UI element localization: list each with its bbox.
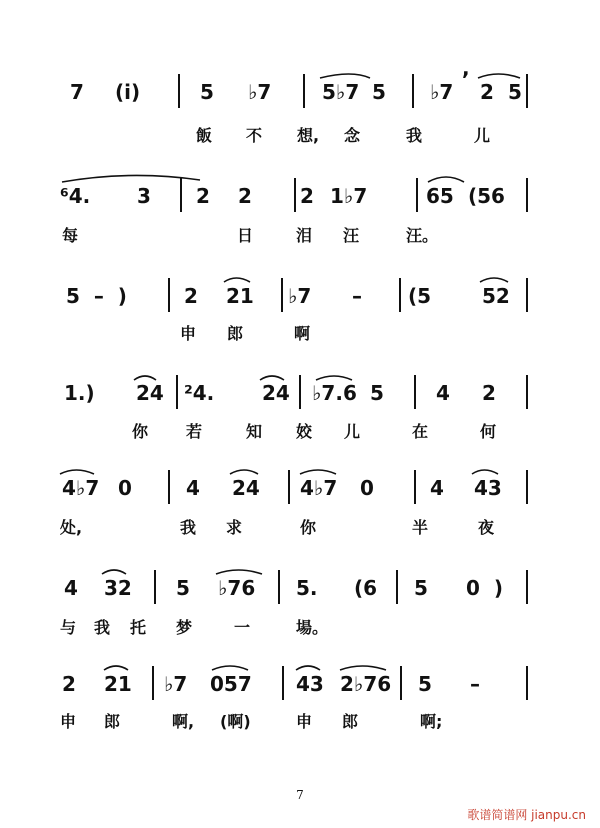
lyric-3-4: 儿 xyxy=(344,422,361,441)
lyric-6-1: 郎 xyxy=(104,712,121,731)
lyric-5-5: 場。 xyxy=(296,618,329,637)
slur-4 xyxy=(224,278,250,282)
note-4-6: 4 xyxy=(430,476,444,500)
lyric-1-0: 每 xyxy=(62,226,79,245)
slur-16 xyxy=(212,666,248,670)
lyric-4-1: 我 xyxy=(180,518,197,537)
slur-12 xyxy=(472,470,498,474)
note-5-1: 32 xyxy=(104,576,132,600)
lyric-4-5: 夜 xyxy=(478,518,495,537)
lyric-5-1: 我 xyxy=(94,618,111,637)
slur-2 xyxy=(62,175,200,182)
note-5-7: 0 ) xyxy=(466,576,503,600)
lyric-3-2: 知 xyxy=(246,422,263,441)
lyric-3-6: 何 xyxy=(480,422,497,441)
lyric-6-6: 啊; xyxy=(420,712,443,731)
note-4-1: 0 xyxy=(118,476,132,500)
note-6-6: 5 xyxy=(418,672,432,696)
note-1-1: 3 xyxy=(137,184,151,208)
note-4-0: 4♭7 xyxy=(62,476,100,500)
lyric-5-2: 托 xyxy=(130,618,147,637)
lyric-0-0: 飯 xyxy=(196,126,213,145)
watermark: 歌谱简谱网 jianpu.cn xyxy=(467,808,586,822)
note-6-0: 2 xyxy=(62,672,76,696)
note-5-6: 5 xyxy=(414,576,428,600)
note-5-0: 4 xyxy=(64,576,78,600)
note-0-2: 5 xyxy=(200,80,214,104)
lyric-5-4: 一 xyxy=(234,618,251,637)
lyric-0-1: 不 xyxy=(246,126,263,145)
note-0-3: ♭7 xyxy=(248,80,272,104)
lyric-6-3: (啊) xyxy=(220,712,251,731)
page-number: 7 xyxy=(296,788,304,802)
lyric-6-0: 申 xyxy=(60,712,77,731)
note-2-0: 5 – ) xyxy=(66,284,127,308)
lyric-6-2: 啊, xyxy=(172,712,195,731)
note-4-4: 4♭7 xyxy=(300,476,338,500)
note-0-1: (i) xyxy=(115,80,141,104)
lyric-5-3: 梦 xyxy=(176,618,193,637)
note-1-6: 65 xyxy=(426,184,454,208)
note-1-2: 2 xyxy=(196,184,210,208)
note-6-2: ♭7 xyxy=(164,672,188,696)
slur-13 xyxy=(102,570,126,574)
slur-10 xyxy=(230,470,258,474)
note-2-4: – xyxy=(352,284,362,308)
note-2-5: (5 xyxy=(408,284,432,308)
lyric-0-2: 想, xyxy=(297,126,320,145)
note-5-5: (6 xyxy=(354,576,378,600)
note-1-7: (56 xyxy=(468,184,505,208)
slur-18 xyxy=(340,666,386,670)
lyric-1-2: 泪 xyxy=(296,226,313,245)
lyric-1-4: 汪。 xyxy=(406,226,439,245)
note-0-9: 5 xyxy=(508,80,522,104)
lyric-2-0: 申 xyxy=(180,324,197,343)
note-4-3: 24 xyxy=(232,476,260,500)
note-0-4: 5♭7 xyxy=(322,80,360,104)
note-0-8: 2 xyxy=(480,80,494,104)
slur-17 xyxy=(296,666,320,670)
slur-8 xyxy=(316,376,352,380)
lyric-2-1: 郎 xyxy=(227,324,244,343)
note-3-6: 4 xyxy=(436,381,450,405)
note-5-4: 5. xyxy=(296,576,318,600)
lyric-2-2: 啊 xyxy=(294,324,311,343)
lyric-1-3: 汪 xyxy=(343,226,360,245)
slur-1 xyxy=(478,74,520,78)
note-3-7: 2 xyxy=(482,381,496,405)
lyric-6-5: 郎 xyxy=(342,712,359,731)
lyric-0-3: 念 xyxy=(344,126,361,145)
note-0-5: 5 xyxy=(372,80,386,104)
lyric-1-1: 日 xyxy=(237,226,254,245)
lyric-3-3: 姣 xyxy=(296,422,313,441)
slur-6 xyxy=(134,376,156,380)
lyric-4-2: 求 xyxy=(226,518,243,537)
note-3-1: 24 xyxy=(136,381,164,405)
note-2-3: ♭7 xyxy=(288,284,312,308)
lyric-3-5: 在 xyxy=(412,422,429,441)
lyric-0-5: 儿 xyxy=(474,126,491,145)
note-6-4: 43 xyxy=(296,672,324,696)
slur-11 xyxy=(300,470,336,474)
note-3-4: ♭7.6 xyxy=(312,381,357,405)
lyric-4-3: 你 xyxy=(300,518,317,537)
lyric-4-0: 处, xyxy=(60,518,83,537)
note-0-0: 7 xyxy=(70,80,84,104)
slur-3 xyxy=(428,177,464,182)
note-0-7: , xyxy=(462,56,470,80)
note-5-3: ♭76 xyxy=(218,576,256,600)
note-6-3: 057 xyxy=(210,672,252,696)
note-1-3: 2 xyxy=(238,184,252,208)
slur-5 xyxy=(480,278,508,282)
note-6-7: – xyxy=(470,672,480,696)
note-4-7: 43 xyxy=(474,476,502,500)
note-4-2: 4 xyxy=(186,476,200,500)
slur-9 xyxy=(60,470,94,474)
note-3-5: 5 xyxy=(370,381,384,405)
note-1-0: ⁶4. xyxy=(60,184,91,208)
note-0-6: ♭7 xyxy=(430,80,454,104)
note-1-5: 1♭7 xyxy=(330,184,368,208)
note-3-0: 1.) xyxy=(64,381,95,405)
note-3-2: ²4. xyxy=(184,381,215,405)
lyric-6-4: 申 xyxy=(296,712,313,731)
lyric-3-1: 若 xyxy=(186,422,203,441)
slur-15 xyxy=(104,666,128,670)
note-2-2: 21 xyxy=(226,284,254,308)
slur-14 xyxy=(216,570,262,574)
note-6-1: 21 xyxy=(104,672,132,696)
note-2-6: 52 xyxy=(482,284,510,308)
note-2-1: 2 xyxy=(184,284,198,308)
note-6-5: 2♭76 xyxy=(340,672,392,696)
note-1-4: 2 xyxy=(300,184,314,208)
lyric-5-0: 与 xyxy=(60,618,77,637)
note-5-2: 5 xyxy=(176,576,190,600)
lyric-0-4: 我 xyxy=(406,126,423,145)
lyric-4-4: 半 xyxy=(412,518,429,537)
note-4-5: 0 xyxy=(360,476,374,500)
slur-7 xyxy=(260,376,284,380)
note-3-3: 24 xyxy=(262,381,290,405)
lyric-3-0: 你 xyxy=(132,422,149,441)
slur-0 xyxy=(320,74,370,78)
